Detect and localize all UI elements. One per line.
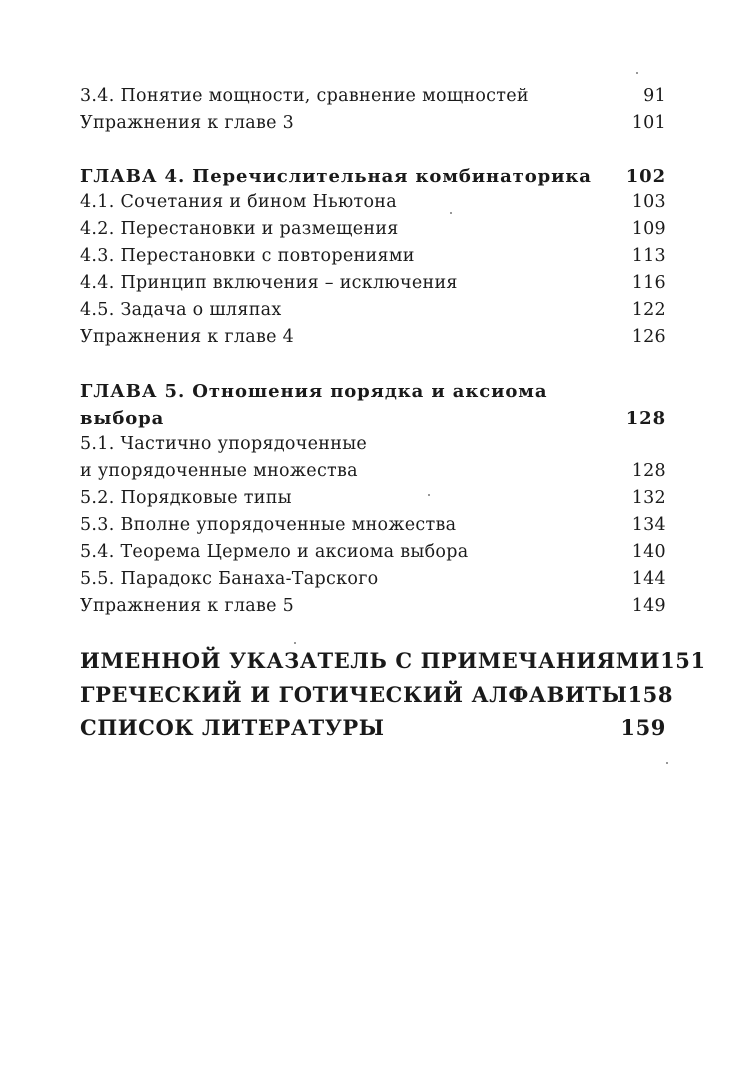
back-matter-entry	[80, 648, 706, 673]
toc-entry-page: 101	[631, 113, 666, 133]
toc-entry	[80, 300, 666, 320]
toc-entry-title: 5.4. Теорема Цермело и аксиома выбора	[80, 542, 469, 562]
toc-entry-page: 144	[631, 569, 666, 589]
toc-entry	[80, 569, 666, 589]
toc-entry	[80, 327, 666, 347]
toc-entry-page: 149	[631, 596, 666, 616]
chapter-4-heading	[80, 166, 666, 187]
scan-speck	[666, 762, 668, 764]
toc-entry-page: 122	[631, 300, 666, 320]
toc-entry	[80, 434, 666, 454]
toc-entry-title: 4.5. Задача о шляпах	[80, 300, 282, 320]
toc-entry-page: 109	[631, 219, 666, 239]
toc-entry	[80, 542, 666, 562]
toc-entry-page: 126	[631, 327, 666, 347]
toc-entry-title: Упражнения к главе 5	[80, 596, 295, 616]
toc-entry-page: 140	[631, 542, 666, 562]
toc-entry-page: 103	[631, 192, 666, 212]
section-page: 151	[660, 648, 706, 673]
chapter-page: 102	[625, 166, 666, 187]
toc-entry-title: Упражнения к главе 3	[80, 113, 295, 133]
toc-entry-page: 134	[631, 515, 666, 535]
back-matter-entry	[80, 715, 666, 740]
chapter-title-line2: выбора	[80, 408, 165, 429]
toc-entry-title: 5.2. Порядковые типы	[80, 488, 292, 508]
toc-entry	[80, 86, 666, 106]
section-page: 158	[627, 682, 674, 707]
chapter-title: ГЛАВА 4. Перечислительная комбинаторика	[80, 166, 592, 187]
back-matter-entry	[80, 682, 674, 707]
scan-speck	[636, 72, 638, 74]
section-title: СПИСОК ЛИТЕРАТУРЫ	[80, 715, 385, 740]
toc-entry-title: 5.3. Вполне упорядоченные множества	[80, 515, 457, 535]
toc-entry-title: 4.4. Принцип включения – исключения	[80, 273, 458, 293]
toc-entry-page: 128	[631, 461, 666, 481]
toc-entry	[80, 113, 666, 133]
toc-entry-page: 116	[631, 273, 666, 293]
toc-entry	[80, 246, 666, 266]
toc-entry	[80, 596, 666, 616]
toc-entry-title: 4.3. Перестановки с повторениями	[80, 246, 415, 266]
chapter-page: 128	[625, 408, 666, 429]
toc-entry-title: Упражнения к главе 4	[80, 327, 295, 347]
scan-speck	[428, 494, 430, 496]
section-title: ИМЕННОЙ УКАЗАТЕЛЬ С ПРИМЕЧАНИЯМИ	[80, 648, 661, 673]
scan-speck	[294, 642, 296, 644]
toc-entry-page: 113	[631, 246, 666, 266]
toc-entry	[80, 461, 666, 481]
chapter-title-line1: ГЛАВА 5. Отношения порядка и аксиома	[80, 381, 548, 402]
toc-entry-title: 4.2. Перестановки и размещения	[80, 219, 399, 239]
toc-entry-title: 5.5. Парадокс Банаха-Тарского	[80, 569, 379, 589]
toc-entry-page: 132	[631, 488, 666, 508]
toc-entry-title: 3.4. Понятие мощности, сравнение мощностей	[80, 86, 529, 106]
toc-entry-title: 4.1. Сочетания и бином Ньютона	[80, 192, 397, 212]
toc-entry	[80, 273, 666, 293]
toc-entry	[80, 515, 666, 535]
chapter-5-heading-continued	[80, 408, 666, 429]
toc-entry	[80, 219, 666, 239]
scan-speck	[450, 212, 452, 214]
toc-entry-page: 91	[643, 86, 666, 106]
section-title: ГРЕЧЕСКИЙ И ГОТИЧЕСКИЙ АЛФАВИТЫ	[80, 682, 628, 707]
toc-entry	[80, 488, 666, 508]
toc-entry-title: 5.1. Частично упорядоченные	[80, 434, 368, 454]
toc-entry-title: и упорядоченные множества	[80, 461, 358, 481]
chapter-5-heading	[80, 381, 666, 402]
toc-entry	[80, 192, 666, 212]
section-page: 159	[620, 715, 666, 740]
